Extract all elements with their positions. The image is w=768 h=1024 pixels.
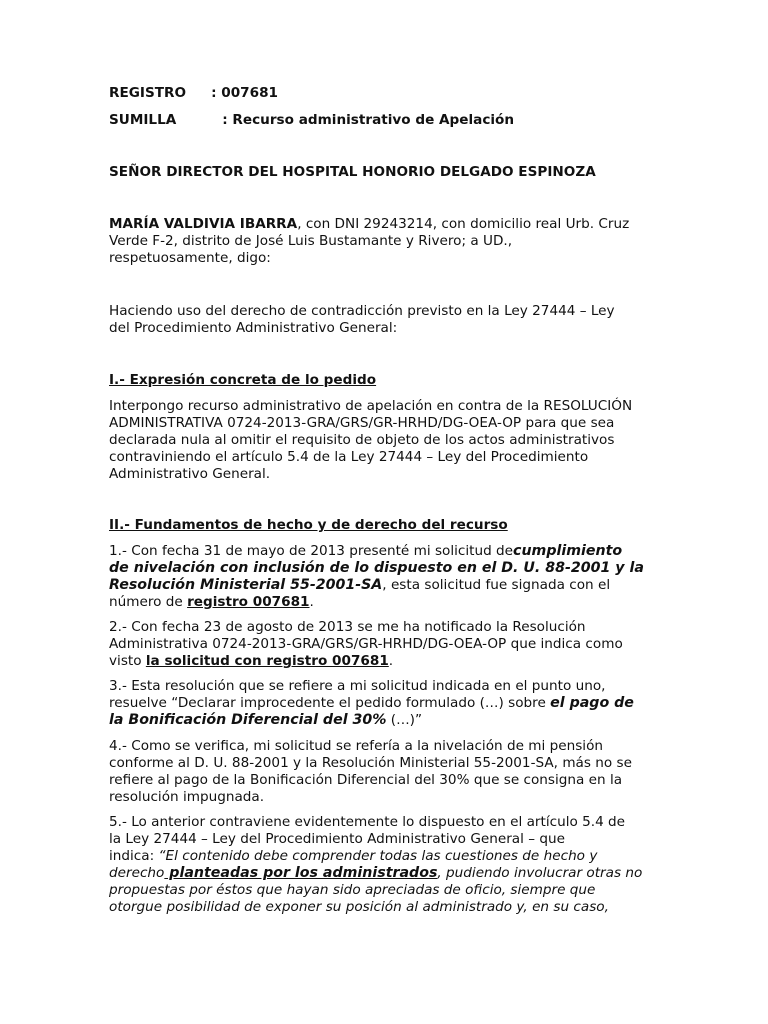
fundamento-1-text: 1.- Con fecha 31 de mayo de 2013 presenté mi solicitud de bbox=[109, 543, 514, 559]
fundamento-2 bbox=[109, 619, 654, 670]
fundamento-1-emphasis: Resolución Ministerial 55-2001-SA bbox=[109, 577, 383, 593]
section-1-paragraph bbox=[109, 398, 654, 483]
registro-reference: registro 007681 bbox=[187, 594, 310, 610]
intro-line-2: Verde F-2, distrito de José Luis Bustamante y Rivero; a UD., bbox=[109, 233, 513, 249]
section-1-line: Administrativo General. bbox=[109, 466, 271, 482]
fundamento-5-emphasis: planteadas por los administrados bbox=[164, 865, 438, 881]
fundamento-2-text: 2.- Con fecha 23 de agosto de 2013 se me ha notificado la Resolución bbox=[109, 619, 586, 635]
fundamento-3-text: 3.- Esta resolución que se refiere a mi solicitud indicada en el punto uno, bbox=[109, 678, 606, 694]
contradiccion-paragraph bbox=[109, 303, 654, 337]
section-1-line: declarada nula al omitir el requisito de objeto de los actos administrativos bbox=[109, 432, 615, 448]
registro-line bbox=[109, 85, 278, 102]
fundamento-5-quote: propuestas por éstos que hayan sido apreciadas de oficio, siempre que bbox=[109, 882, 596, 898]
sumilla-label: SUMILLA bbox=[109, 112, 177, 128]
fundamento-3 bbox=[109, 678, 654, 729]
fundamento-1-emphasis: cumplimiento bbox=[513, 543, 623, 559]
fundamento-1-emphasis: de nivelación con inclusión de lo dispuesto en el D. U. 88-2001 y la bbox=[109, 560, 644, 576]
fundamento-3-emphasis: el pago de bbox=[550, 695, 634, 711]
fundamento-2-text: . bbox=[388, 653, 394, 669]
section-1-heading: I.- Expresión concreta de lo pedido bbox=[109, 372, 377, 388]
intro-line-1: , con DNI 29243214, con domicilio real Urb. Cruz bbox=[297, 216, 630, 232]
section-1-line: contraviniendo el artículo 5.4 de la Ley 27444 – Ley del Procedimiento bbox=[109, 449, 589, 465]
sumilla-value: : Recurso administrativo de Apelación bbox=[222, 112, 515, 128]
fundamento-4-text: refiere al pago de la Bonificación Diferencial del 30% que se consigna en la bbox=[109, 772, 623, 788]
fundamento-5-quote: otorgue posibilidad de exponer su posición al administrado y, en su caso, bbox=[109, 899, 609, 915]
fundamento-5-text: la Ley 27444 – Ley del Procedimiento Administrativo General – que bbox=[109, 831, 565, 847]
fundamento-5-text: 5.- Lo anterior contraviene evidentemente lo dispuesto en el artículo 5.4 de bbox=[109, 814, 626, 830]
fundamento-5 bbox=[109, 814, 654, 916]
fundamento-2-text: visto bbox=[109, 653, 146, 669]
intro-line-3: respetuosamente, digo: bbox=[109, 250, 271, 266]
fundamento-2-text: Administrativa 0724-2013-GRA/GRS/GR-HRHD/DG-OEA-OP que indica como bbox=[109, 636, 623, 652]
section-2-heading: II.- Fundamentos de hecho y de derecho del recurso bbox=[109, 517, 508, 533]
fundamento-4 bbox=[109, 738, 654, 806]
fundamento-1 bbox=[109, 543, 654, 611]
applicant-name: MARÍA VALDIVIA IBARRA bbox=[109, 216, 298, 232]
fundamento-4-text: conforme al D. U. 88-2001 y la Resolución Ministerial 55-2001-SA, más no se bbox=[109, 755, 632, 771]
fundamento-3-text: (…)” bbox=[386, 712, 423, 728]
contradiccion-line-1: Haciendo uso del derecho de contradicción previsto en la Ley 27444 – Ley bbox=[109, 303, 615, 319]
fundamento-5-text: indica: bbox=[109, 848, 159, 864]
fundamento-5-quote: , pudiendo involucrar otras no bbox=[437, 865, 643, 881]
fundamento-4-text: 4.- Como se verifica, mi solicitud se refería a la nivelación de mi pensión bbox=[109, 738, 604, 754]
fundamento-3-emphasis: la Bonificación Diferencial del 30% bbox=[109, 712, 387, 728]
section-1-line: ADMINISTRATIVA 0724-2013-GRA/GRS/GR-HRHD/DG-OEA-OP para que sea bbox=[109, 415, 615, 431]
fundamento-1-text: . bbox=[309, 594, 314, 610]
intro-paragraph bbox=[109, 216, 654, 267]
fundamento-1-text: número de bbox=[109, 594, 188, 610]
solicitud-reference: la solicitud con registro 007681 bbox=[145, 653, 389, 669]
contradiccion-line-2: del Procedimiento Administrativo General: bbox=[109, 320, 398, 336]
fundamento-1-text: , esta solicitud fue signada con el bbox=[382, 577, 611, 593]
fundamento-5-quote: “El contenido debe comprender todas las cuestiones de hecho y bbox=[158, 848, 598, 864]
fundamento-4-text: resolución impugnada. bbox=[109, 789, 265, 805]
fundamento-3-text: resuelve “Declarar improcedente el pedido formulado (…) sobre bbox=[109, 695, 551, 711]
registro-label: REGISTRO bbox=[109, 85, 187, 101]
addressee: SEÑOR DIRECTOR DEL HOSPITAL HONORIO DELGADO ESPINOZA bbox=[109, 164, 596, 180]
fundamento-5-quote: derecho bbox=[109, 865, 165, 881]
section-1-line: Interpongo recurso administrativo de apelación en contra de la RESOLUCIÓN bbox=[109, 398, 633, 414]
registro-value: : 007681 bbox=[211, 85, 278, 101]
sumilla-line bbox=[109, 112, 514, 129]
